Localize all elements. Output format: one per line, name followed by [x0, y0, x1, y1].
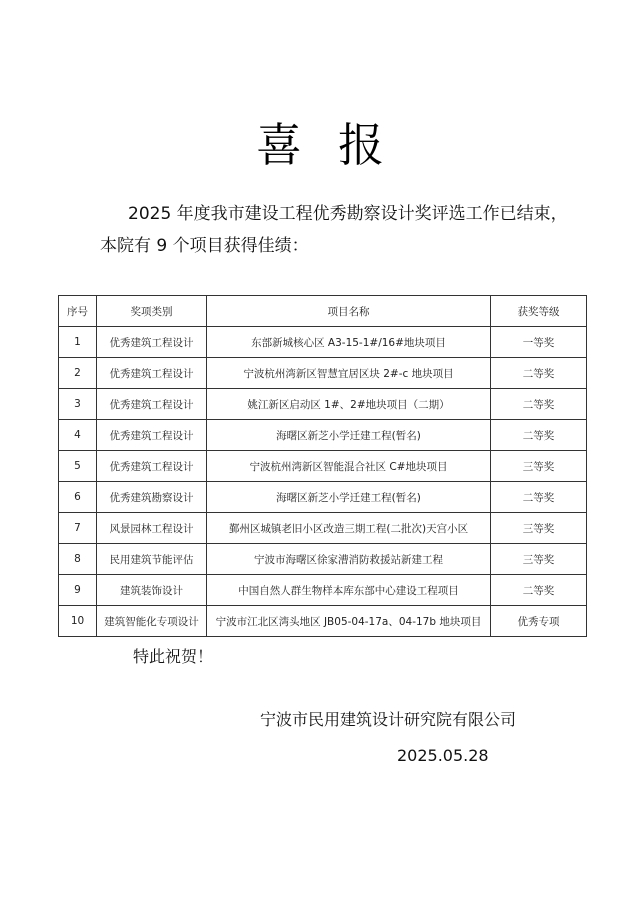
table-row	[59, 544, 587, 575]
issue-date: 2025.05.28	[397, 746, 489, 765]
page-title: 喜报	[256, 118, 420, 172]
row-index: 9	[59, 575, 97, 606]
row-index: 8	[59, 544, 97, 575]
table-row	[59, 420, 587, 451]
row-index: 2	[59, 358, 97, 389]
intro-paragraph: 2025 年度我市建设工程优秀勘察设计奖评选工作已结束，本院有 9 个项目获得佳绩：	[100, 204, 568, 256]
row-project: 姚江新区启动区 1#、2#地块项目（二期）	[207, 389, 491, 420]
row-level: 二等奖	[491, 389, 587, 420]
header-project-name: 项目名称	[207, 296, 491, 327]
row-project: 中国自然人群生物样本库东部中心建设工程项目	[207, 575, 491, 606]
row-level: 二等奖	[491, 482, 587, 513]
row-level: 二等奖	[491, 420, 587, 451]
row-category: 建筑智能化专项设计	[97, 606, 207, 637]
row-index: 4	[59, 420, 97, 451]
row-project: 宁波杭州湾新区智慧宜居区块 2#-c 地块项目	[207, 358, 491, 389]
row-category: 建筑装饰设计	[97, 575, 207, 606]
header-index: 序号	[59, 296, 97, 327]
row-level: 优秀专项	[491, 606, 587, 637]
row-category: 优秀建筑工程设计	[97, 420, 207, 451]
table-row	[59, 389, 587, 420]
row-project: 宁波市江北区湾头地区 JB05-04-17a、04-17b 地块项目	[207, 606, 491, 637]
row-project: 宁波杭州湾新区智能混合社区 C#地块项目	[207, 451, 491, 482]
row-category: 民用建筑节能评估	[97, 544, 207, 575]
row-index: 7	[59, 513, 97, 544]
header-award-level: 获奖等级	[491, 296, 587, 327]
row-level: 一等奖	[491, 327, 587, 358]
table-row	[59, 606, 587, 637]
row-index: 1	[59, 327, 97, 358]
row-category: 优秀建筑勘察设计	[97, 482, 207, 513]
table-header-row	[59, 296, 587, 327]
row-level: 二等奖	[491, 358, 587, 389]
row-index: 5	[59, 451, 97, 482]
row-project: 海曙区新芝小学迁建工程(暂名)	[207, 420, 491, 451]
row-project: 东部新城核心区 A3-15-1#/16#地块项目	[207, 327, 491, 358]
row-category: 风景园林工程设计	[97, 513, 207, 544]
awards-table	[58, 295, 587, 637]
closing-remark: 特此祝贺！	[133, 647, 214, 666]
row-category: 优秀建筑工程设计	[97, 389, 207, 420]
table-row	[59, 358, 587, 389]
row-category: 优秀建筑工程设计	[97, 451, 207, 482]
row-project: 宁波市海曙区徐家漕消防救援站新建工程	[207, 544, 491, 575]
row-project: 鄞州区城镇老旧小区改造三期工程(二批次)天宫小区	[207, 513, 491, 544]
row-index: 10	[59, 606, 97, 637]
row-index: 3	[59, 389, 97, 420]
table-row	[59, 575, 587, 606]
row-level: 三等奖	[491, 544, 587, 575]
row-level: 二等奖	[491, 575, 587, 606]
header-award-category: 奖项类别	[97, 296, 207, 327]
table-row	[59, 482, 587, 513]
table-row	[59, 451, 587, 482]
organization-signature: 宁波市民用建筑设计研究院有限公司	[260, 710, 517, 729]
table-row	[59, 513, 587, 544]
row-index: 6	[59, 482, 97, 513]
row-category: 优秀建筑工程设计	[97, 358, 207, 389]
table-row	[59, 327, 587, 358]
row-level: 三等奖	[491, 451, 587, 482]
row-project: 海曙区新芝小学迁建工程(暂名)	[207, 482, 491, 513]
row-level: 三等奖	[491, 513, 587, 544]
row-category: 优秀建筑工程设计	[97, 327, 207, 358]
